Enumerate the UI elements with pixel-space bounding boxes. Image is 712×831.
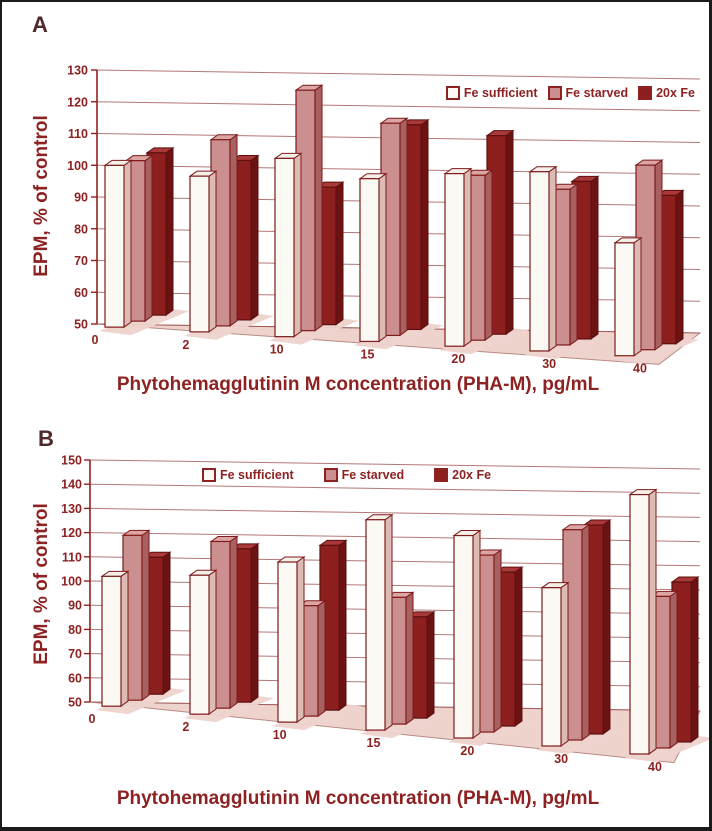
panel-b-bar-20x-fe-2-side [251,544,258,702]
panel-a-y-tick-label: 50 [74,317,88,332]
panel-a-y-tick-label: 60 [74,285,88,300]
legend-label: Fe starved [341,468,405,482]
panel-a-x-tick-label: 30 [542,356,557,371]
panel-a-bar-fe-sufficient-2-side [209,171,216,332]
panel-a-legend [446,86,695,100]
panel-a-x-tick-label: 0 [91,333,99,348]
panel-a-bar-fe-sufficient-30 [530,172,549,351]
panel-b-bar-20x-fe-40-side [691,577,698,742]
panel-b-bar-fe-starved-0-side [142,530,149,700]
panel-a-bar-fe-sufficient-40 [615,243,634,356]
panel-b-bar-fe-sufficient-15-side [385,515,392,730]
panel-b-bar-fe-sufficient-40-side [649,490,656,754]
panel-b-y-tick-label: 80 [68,622,82,637]
figure-svg [2,2,712,831]
panel-a-y-tick-label: 80 [74,222,88,237]
panel-b-x-tick-label: 2 [182,720,190,735]
panel-b-bar-fe-sufficient-30 [542,588,561,746]
legend-swatch-20x-fe [434,468,448,482]
panel-b-y-tick-label: 130 [61,501,82,516]
panel-a-bar-fe-sufficient-10 [275,158,294,336]
panel-a-bar-fe-sufficient-20 [445,174,464,347]
legend-swatch-fe-sufficient [202,468,216,482]
panel-b-y-tick-label: 120 [61,526,82,541]
panel-a-y-tick-label: 70 [74,254,88,268]
legend-item-20x-fe [434,468,491,482]
panel-a-x-tick-label: 20 [451,352,466,367]
panel-b-bar-fe-starved-40-side [670,591,677,748]
panel-a-y-tick-label: 100 [67,158,88,173]
panel-a-letter: A [32,12,48,37]
panel-b-gridline [90,508,700,517]
legend-label: Fe starved [565,86,629,100]
panel-a-bar-20x-fe-40-side [676,190,683,343]
panel-b-bar-fe-sufficient-0 [102,576,121,706]
panel-b-y-tick-label: 50 [68,695,82,710]
panel-a-x-tick-label: 40 [633,361,647,376]
panel-a-y-tick-label: 110 [67,127,88,141]
panel-a-bar-fe-sufficient-20-side [464,169,471,347]
panel-b-bar-20x-fe-20-side [515,567,522,726]
panel-a-bar-fe-sufficient-15 [360,179,379,342]
legend-item-fe-sufficient [202,468,294,482]
panel-b-x-tick-label: 15 [366,736,381,751]
panel-a-x-tick-label: 15 [360,347,375,362]
panel-b-bar-fe-sufficient-2-side [209,570,216,714]
legend-item-fe-starved [548,86,629,100]
panel-b-y-tick-label: 140 [61,477,82,492]
panel-a-x-axis-title: Phytohemagglutinin M concentration (PHA-M), pg/mL [116,374,600,395]
panel-a-bar-20x-fe-15-side [421,120,428,330]
panel-b-bar-fe-sufficient-15 [366,520,385,730]
panel-b-y-tick-label: 90 [68,598,82,613]
panel-b-y-tick-label: 70 [68,647,82,662]
legend-label: Fe sufficient [220,468,294,482]
panel-a-bar-fe-starved-40-side [655,160,662,350]
panel-a-bar-fe-sufficient-2 [190,176,209,332]
panel-a-gridline [97,70,700,79]
panel-a-bar-fe-sufficient-0-side [124,160,131,327]
panel-b-x-tick-label: 10 [272,728,287,743]
panel-a-bar-fe-starved-2-side [230,135,237,326]
panel-b-y-axis-title: EPM, % of control [31,503,52,665]
legend-swatch-fe-starved [324,468,338,482]
panel-b-gridline [90,484,700,493]
legend-label: Fe sufficient [463,86,538,100]
panel-b-bar-fe-starved-15-side [406,592,413,724]
panel-b-bar-fe-starved-2-side [230,536,237,708]
legend-swatch-20x-fe [638,86,652,100]
panel-a-x-tick-label: 2 [182,337,190,352]
panel-b-bar-fe-sufficient-20 [454,536,473,738]
panel-b-bar-20x-fe-0-side [163,552,170,694]
legend-label: 20x Fe [656,86,695,100]
panel-b-legend [202,468,491,482]
panel-a-bar-fe-sufficient-40-side [634,238,641,356]
panel-b-x-tick-label: 40 [648,759,662,774]
panel-a-bar-20x-fe-2-side [251,155,258,319]
panel-a-x-tick-label: 10 [269,342,284,357]
panel-a-bar-fe-sufficient-10-side [294,153,301,336]
panel-b-bar-fe-starved-30-side [582,525,589,740]
panel-b-bar-fe-sufficient-30-side [561,583,568,746]
panel-a-bar-fe-starved-20-side [485,170,492,340]
panel-b-bar-fe-sufficient-10-side [297,557,304,722]
panel-a-y-tick-label: 90 [74,190,88,205]
panel-a-y-tick-label: 120 [67,95,88,110]
panel-a-bar-20x-fe-0-side [166,148,173,315]
panel-b-bar-fe-starved-20-side [494,550,501,732]
panel-b-x-tick-label: 0 [88,712,96,727]
panel-b-bar-20x-fe-30-side [603,520,610,734]
panel-b-y-tick-label: 110 [61,550,82,565]
panel-b-bar-fe-sufficient-20-side [473,531,480,738]
panel-a-bar-20x-fe-30-side [591,176,598,339]
panel-b-bar-20x-fe-15-side [427,612,434,718]
legend-item-fe-starved [324,468,405,482]
panel-b-x-tick-label: 20 [460,744,475,759]
panel-b-bar-fe-sufficient-2 [190,575,209,714]
panel-b-bar-fe-starved-10-side [318,601,325,716]
panel-a-bar-fe-sufficient-15-side [379,174,386,342]
panel-b-letter: B [38,426,54,451]
panel-a-bar-fe-starved-10-side [315,85,322,330]
legend-swatch-fe-starved [548,86,562,100]
panel-a-bar-20x-fe-10-side [336,182,343,325]
legend-item-fe-sufficient [446,86,538,100]
panel-a-bar-fe-starved-30-side [570,184,577,345]
panel-b-bar-fe-sufficient-10 [278,562,297,722]
panel-b-x-tick-label: 30 [554,752,569,767]
panel-b-bar-fe-sufficient-40 [630,495,649,754]
panel-b-bar-fe-sufficient-0-side [121,571,128,706]
panel-a-y-tick-label: 130 [67,63,88,78]
panel-a-gridline [97,102,700,111]
panel-a-bar-fe-starved-0-side [145,156,152,321]
panel-a-bar-20x-fe-20-side [506,131,513,335]
legend-item-20x-fe [638,86,695,100]
panel-b-y-tick-label: 60 [68,671,82,686]
panel-a-bar-fe-starved-15-side [400,118,407,335]
panel-b-y-tick-label: 100 [61,574,82,589]
panel-b-bar-20x-fe-10-side [339,540,346,710]
panel-b-x-axis-title: Phytohemagglutinin M concentration (PHA-M), pg/mL [116,788,600,809]
legend-swatch-fe-sufficient [446,86,460,100]
legend-label: 20x Fe [452,468,492,482]
panel-a-y-axis-title: EPM, % of control [31,115,52,277]
panel-b-y-tick-label: 150 [61,453,82,468]
panel-a-bar-fe-sufficient-0 [105,165,124,327]
panel-a-bar-fe-sufficient-30-side [549,167,556,351]
